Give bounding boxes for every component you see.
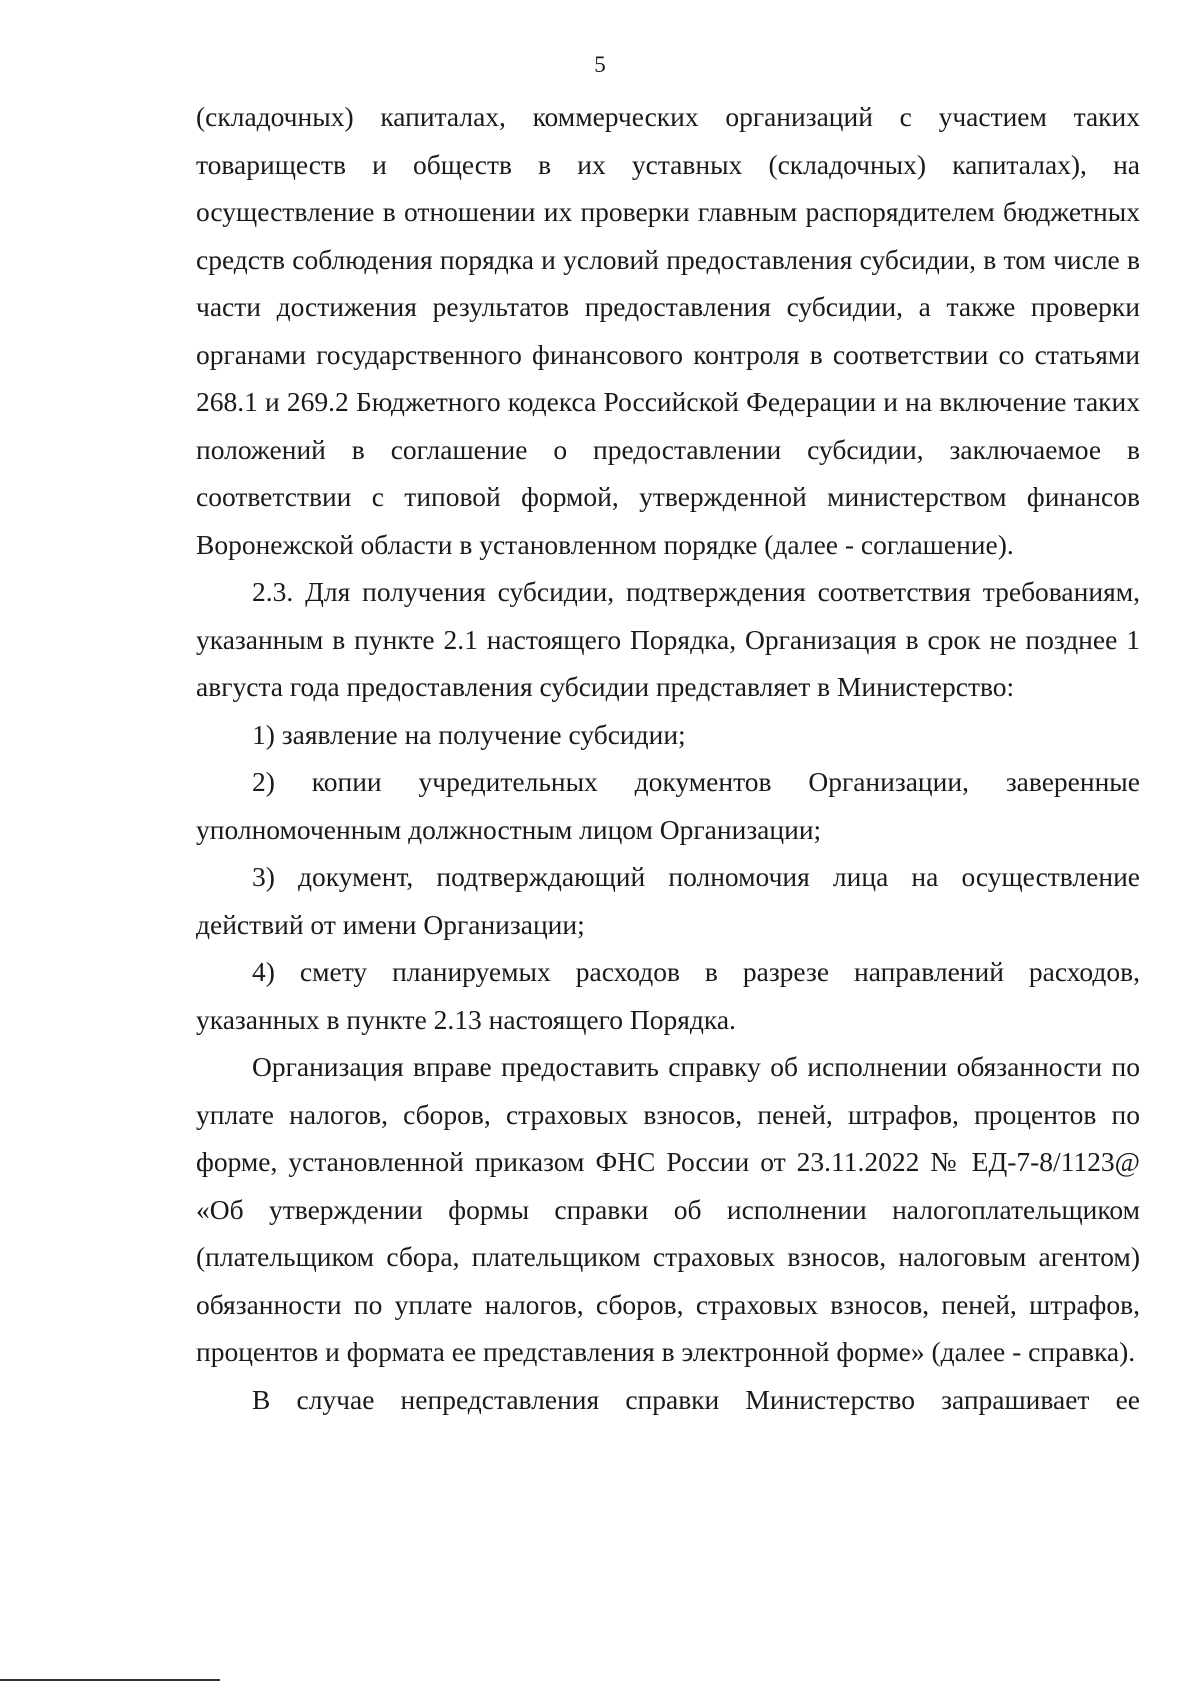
paragraph-certificate: Организация вправе предоставить справку об исполнении обязанности по уплате налогов, сборов, страховых взносов, пеней, штрафов, процентов по форме, установленной приказом ФНС России от 23.11.2022 № ЕД-7-8/1123@ «Об утверждении формы справки об исполнении налогоплательщиком (плательщиком сбора, плательщиком страховых взносов, налоговым агентом) обязанности по уплате налогов, сборов, страховых взносов, пеней, штрафов, процентов и формата ее представления в электронной форме» (далее - справка). <box>196 1051 1140 1367</box>
list-item-1: 1) заявление на получение субсидии; <box>252 718 686 750</box>
list-item-2: 2) копии учредительных документов Организации, заверенные уполномоченным должностным лицом Организации; <box>196 766 1140 845</box>
paragraph-non-submission: В случае непредставления справки Министерство запрашивает ее <box>252 1383 1140 1415</box>
page-number: 5 <box>594 52 606 77</box>
document-body <box>196 93 1140 1423</box>
list-item-3: 3) документ, подтверждающий полномочия лица на осуществление действий от имени Организации; <box>196 861 1140 940</box>
paragraph-continuation: (складочных) капиталах, коммерческих организаций с участием таких товариществ и обществ в их уставных (складочных) капиталах), на осуществление в отношении их проверки главным распорядителем бюджетных средств соблюдения порядка и условий предоставления субсидии, в том числе в части достижения результатов предоставления субсидии, а также проверки органами государственного финансового контроля в соответствии со статьями 268.1 и 269.2 Бюджетного кодекса Российской Федерации и на включение таких положений в соглашение о предоставлении субсидии, заключаемое в соответствии с типовой формой, утвержденной министерством финансов Воронежской области в установленном порядке (далее - соглашение). <box>196 101 1140 560</box>
paragraph-2-3: 2.3. Для получения субсидии, подтверждения соответствия требованиям, указанным в пункте 2.1 настоящего Порядка, Организация в срок не позднее 1 августа года предоставления субсидии представляет в Министерство: <box>196 576 1140 702</box>
list-item-4: 4) смету планируемых расходов в разрезе направлений расходов, указанных в пункте 2.13 настоящего Порядка. <box>196 956 1140 1035</box>
footnote-rule <box>0 1679 220 1681</box>
